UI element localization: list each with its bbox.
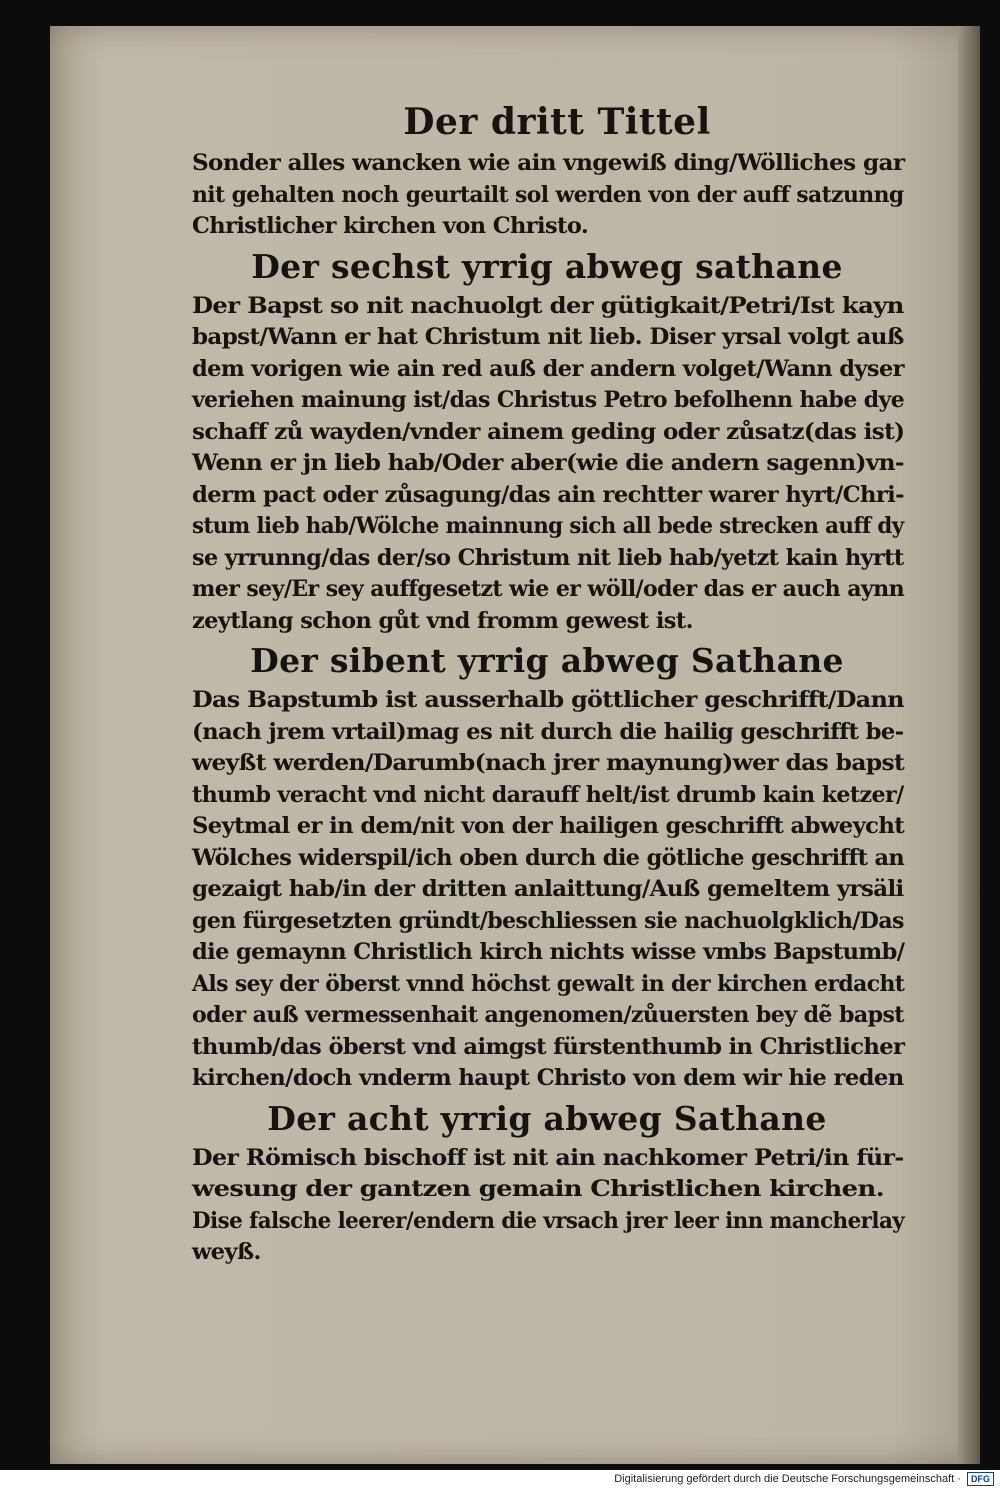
text-line: Dise falsche leerer/endern die vrsach jrer leer inn mancherlay (192, 1207, 905, 1234)
text-line: (nach jrem vrtail)mag es nit durch die hailig geschrifft be- (192, 718, 904, 745)
text-line: dem vorigen wie ain red auß der andern volget/Wann dyser (192, 355, 904, 382)
text-line: nit gehalten noch geurtailt sol werden von der auff satzunng (192, 181, 904, 208)
text-line: Christlicher kirchen von Christo. (192, 213, 589, 239)
dfg-logo: DFG (967, 1472, 994, 1486)
text-line: wesung der gantzen gemain Christlichen kirchen. (192, 1176, 884, 1202)
page-text (192, 96, 905, 1269)
footer-credit: Digitalisierung gefördert durch die Deutsche Forschungsgemeinschaft (614, 1473, 955, 1486)
paragraph (192, 291, 905, 638)
paragraph (192, 148, 905, 243)
section-heading: Der sechst yrrig abweg sathane (251, 246, 843, 286)
text-line: thumb/das öberst vnd aimgst fürstenthumb in Christlicher (192, 1033, 905, 1060)
text-line: die gemaynn Christlich kirch nichts wisse vmbs Bapstumb/ (192, 939, 905, 965)
text-line: Wölches widerspil/ich oben durch die götliche geschrifft an (192, 844, 905, 871)
footer (0, 1470, 1000, 1488)
text-line: oder auß vermessenhait angenomen/zůuersten bey dẽ bapst (192, 1002, 904, 1028)
text-line: Der Bapst so nit nachuolgt der gütigkait/Petri/Ist kayn (192, 292, 904, 319)
text-line: stum lieb hab/Wölche mainnung sich all bede strecken auff dy (192, 513, 904, 539)
section-heading: Der acht yrrig abweg Sathane (267, 1098, 827, 1138)
paragraph (192, 685, 905, 1095)
text-blocks (192, 148, 905, 1269)
text-line: Das Bapstumb ist ausserhalb göttlicher geschrifft/Dann (192, 687, 904, 713)
text-line: Als sey der öberst vnnd höchst gewalt in der kirchen erdacht (192, 970, 905, 997)
text-line: Sonder alles wancken wie ain vngewiß ding/Wölliches gar (192, 150, 905, 176)
text-line: schaff zů wayden/vnder ainem geding oder zůsatz(das ist) (192, 418, 905, 445)
text-line: weyßt werden/Darumb(nach jrer maynung)wer das bapst (192, 750, 905, 776)
text-line: gen fürgesetzten gründt/beschliessen sie nachuolgklich/Das (192, 907, 904, 934)
text-line: mer sey/Er sey auffgesetzt wie er wöll/oder das er auch aynn (192, 576, 905, 602)
text-line: Der Römisch bischoff ist nit ain nachkomer Petri/in für- (192, 1144, 904, 1171)
text-line: weyß. (192, 1239, 261, 1265)
section-heading: Der sibent yrrig abweg Sathane (250, 641, 844, 680)
running-head: Der dritt Tittel (403, 101, 711, 143)
text-line: kirchen/doch vnderm haupt Christo von dem wir hie reden (192, 1065, 904, 1091)
text-line: zeytlang schon gůt vnd fromm gewest ist. (192, 607, 693, 634)
text-line: derm pact oder zůsagung/das ain rechtter warer hyrt/Chri- (192, 481, 904, 508)
text-line: thumb veracht vnd nicht darauff helt/ist drumb kain ketzer/ (192, 781, 904, 808)
text-line: gezaigt hab/in der dritten anlaittung/Auß gemeltem yrsäli (192, 876, 904, 902)
text-line: bapst/Wann er hat Christum nit lieb. Diser yrsal volgt auß (192, 324, 904, 350)
page-gutter (958, 26, 980, 1464)
text-line: veriehen mainung ist/das Christus Petro befolhenn habe dye (192, 387, 905, 413)
text-line: se yrrunng/das der/so Christum nit lieb hab/yetzt kain hyrtt (192, 544, 904, 571)
text-line: Wenn er jn lieb hab/Oder aber(wie die andern sagenn)vn- (192, 450, 904, 476)
footer-separator-dot: · (957, 1473, 964, 1486)
paragraph (192, 1143, 905, 1269)
text-line: Seytmal er in dem/nit von der hailigen geschrifft abweycht (192, 813, 905, 839)
